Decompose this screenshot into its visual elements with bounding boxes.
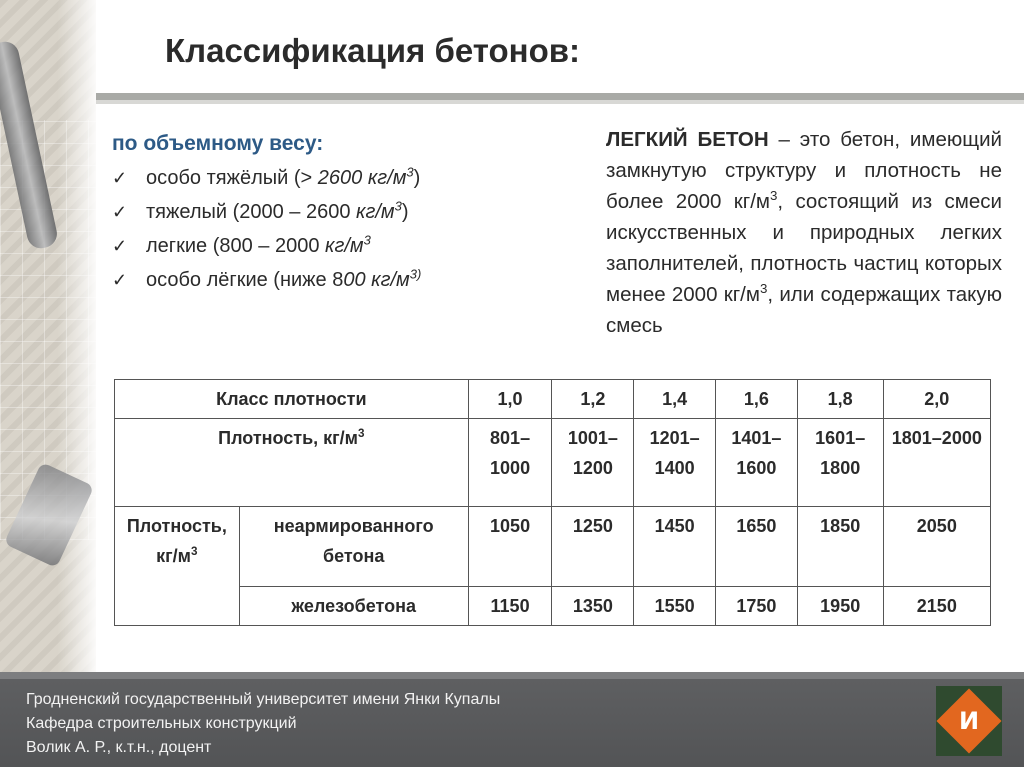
- lightweight-concrete-definition: ЛЕГКИЙ БЕТОН – это бетон, имеющий замкнутую структуру и плотность не более 2000 $кг/м^3$, состоящий из смеси искусственных и природных легких заполнителей, плотность частиц которых менее 2000 $кг/м^3$, или содержащих такую смесь: [606, 128, 1003, 337]
- table-cell: 1050: [468, 507, 552, 587]
- table-cell: 1350: [552, 587, 634, 626]
- table-cell: 1450: [634, 507, 716, 587]
- checkmark-icon: ✓: [112, 236, 128, 256]
- slide-title: Классификация бетонов:: [165, 32, 581, 69]
- table-header-cell: Плотность, $кг/м^3$: [115, 419, 469, 507]
- table-row: [115, 419, 991, 507]
- university-name: Гродненский государственный университет имени Янки Купалы: [26, 691, 501, 708]
- classification-list: [112, 127, 552, 297]
- table-cell: 1150: [468, 587, 552, 626]
- table-header-cell: Класс плотности: [115, 380, 469, 419]
- footer-divider: [0, 672, 1024, 679]
- density-class-table: [114, 379, 991, 626]
- list-item-text: особо тяжёлый (> 2600 $кг/м^3$): [146, 164, 421, 189]
- table-cell: 2,0: [883, 380, 990, 419]
- table-row: [115, 380, 991, 419]
- list-item-text: тяжелый (2000 – 2600 $кг/м^3$): [146, 198, 409, 223]
- table-cell: 1,2: [552, 380, 634, 419]
- table-cell: 1250: [552, 507, 634, 587]
- list-item: [112, 229, 552, 263]
- table-header-cell: Плотность, $кг/м^3$: [115, 507, 240, 626]
- table-cell: 1550: [634, 587, 716, 626]
- checkmark-icon: ✓: [112, 202, 128, 222]
- table-cell: 1,4: [634, 380, 716, 419]
- classification-heading: по объемному весу:: [112, 132, 324, 155]
- table-cell: 801– 1000: [468, 419, 552, 507]
- definition-term: ЛЕГКИЙ БЕТОН: [606, 128, 769, 151]
- table-row: [115, 587, 991, 626]
- list-item: [112, 161, 552, 195]
- list-item: [112, 263, 552, 297]
- table-cell: 1,8: [797, 380, 883, 419]
- department-name: Кафедра строительных конструкций: [26, 715, 297, 732]
- table-cell: 1,0: [468, 380, 552, 419]
- table-cell: 1950: [797, 587, 883, 626]
- decorative-photo-strip: [0, 0, 96, 672]
- table-cell: 2150: [883, 587, 990, 626]
- table-cell: 1650: [716, 507, 798, 587]
- table-header-cell: железобетона: [239, 587, 468, 626]
- footer-credits: [26, 688, 500, 760]
- table-cell: 1801–2000: [883, 419, 990, 507]
- list-item-text: легкие (800 – 2000 $кг/м^3$: [146, 232, 371, 257]
- table-cell: 1401– 1600: [716, 419, 798, 507]
- title-divider: [96, 93, 1024, 100]
- logo-diamond: [936, 688, 1001, 753]
- table-cell: 1850: [797, 507, 883, 587]
- logo-glyph: И: [958, 707, 980, 735]
- table-header-cell: неармированного бетона: [239, 507, 468, 587]
- author-name: Волик А. Р., к.т.н., доцент: [26, 739, 212, 756]
- list-item-text: особо лёгкие (ниже 800 $кг/м^{3)}$: [146, 266, 422, 291]
- table-cell: 1601– 1800: [797, 419, 883, 507]
- checkmark-icon: ✓: [112, 168, 128, 188]
- table-cell: 1201– 1400: [634, 419, 716, 507]
- checkmark-icon: ✓: [112, 270, 128, 290]
- title-divider-light: [96, 100, 1024, 104]
- table-row: [115, 507, 991, 587]
- table-cell: 1,6: [716, 380, 798, 419]
- table-cell: 1001– 1200: [552, 419, 634, 507]
- list-item: [112, 195, 552, 229]
- table-cell: 2050: [883, 507, 990, 587]
- table-cell: 1750: [716, 587, 798, 626]
- university-logo: [936, 686, 1002, 756]
